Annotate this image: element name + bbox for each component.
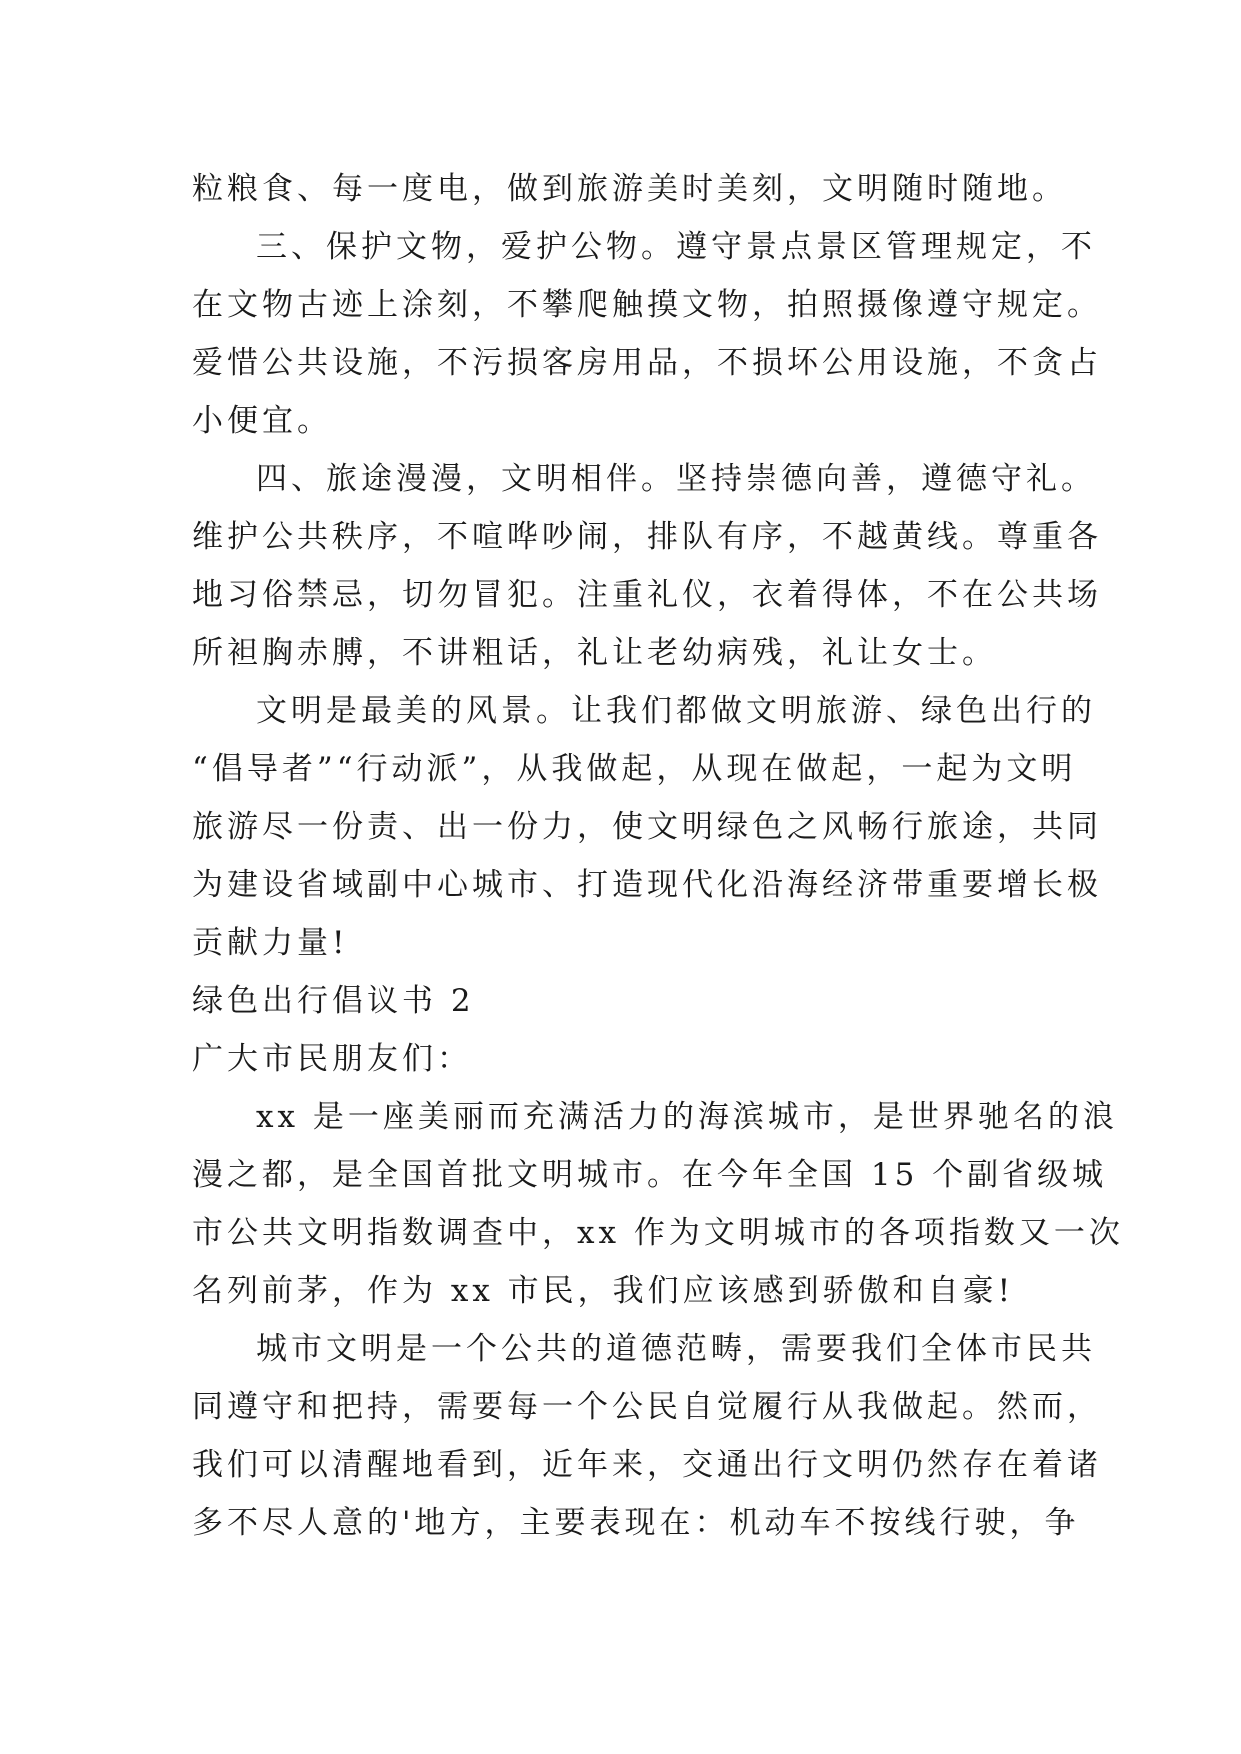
text-line: 广大市民朋友们： [192,1041,472,1077]
text-line: 小便宜。 [192,403,332,439]
text-line: 贡献力量! [192,925,349,961]
document-body [192,160,1124,1552]
text-line: 四、旅途漫漫，文明相伴。坚持崇德向善，遵德守礼。 [256,461,1096,497]
text-line: 绿色出行倡议书 2 [192,983,475,1019]
text-line: 我们可以清醒地看到，近年来，交通出行文明仍然存在着诸 [192,1447,1102,1483]
text-line: 粒粮食、每一度电，做到旅游美时美刻，文明随时随地。 [192,171,1067,207]
text-line: 三、保护文物，爱护公物。遵守景点景区管理规定，不 [256,229,1096,265]
text-line: 为建设省域副中心城市、打造现代化沿海经济带重要增长极 [192,867,1102,903]
text-line: xx 是一座美丽而充满活力的海滨城市，是世界驰名的浪 [256,1099,1118,1135]
text-line: 地习俗禁忌，切勿冒犯。注重礼仪，衣着得体，不在公共场 [192,577,1102,613]
text-line: 爱惜公共设施，不污损客房用品，不损坏公用设施，不贪占 [192,345,1102,381]
text-line: 名列前茅，作为 xx 市民，我们应该感到骄傲和自豪! [192,1273,1015,1309]
text-line: 城市文明是一个公共的道德范畴，需要我们全体市民共 [256,1331,1096,1367]
text-line: 文明是最美的风景。让我们都做文明旅游、绿色出行的 [256,693,1096,729]
text-line: 旅游尽一份责、出一份力，使文明绿色之风畅行旅途，共同 [192,809,1102,845]
text-line: “倡导者”“行动派”，从我做起，从现在做起，一起为文明 [192,751,1077,787]
text-line: 市公共文明指数调查中，xx 作为文明城市的各项指数又一次 [192,1215,1124,1251]
text-line: 维护公共秩序，不喧哗吵闹，排队有序，不越黄线。尊重各 [192,519,1102,555]
text-line: 多不尽人意的'地方，主要表现在：机动车不按线行驶，争 [192,1505,1080,1541]
text-line: 所袒胸赤膊，不讲粗话，礼让老幼病残，礼让女士。 [192,635,997,671]
text-line: 漫之都，是全国首批文明城市。在今年全国 15 个副省级城 [192,1157,1108,1193]
text-line: 同遵守和把持，需要每一个公民自觉履行从我做起。然而， [192,1389,1102,1425]
text-line: 在文物古迹上涂刻，不攀爬触摸文物，拍照摄像遵守规定。 [192,287,1102,323]
